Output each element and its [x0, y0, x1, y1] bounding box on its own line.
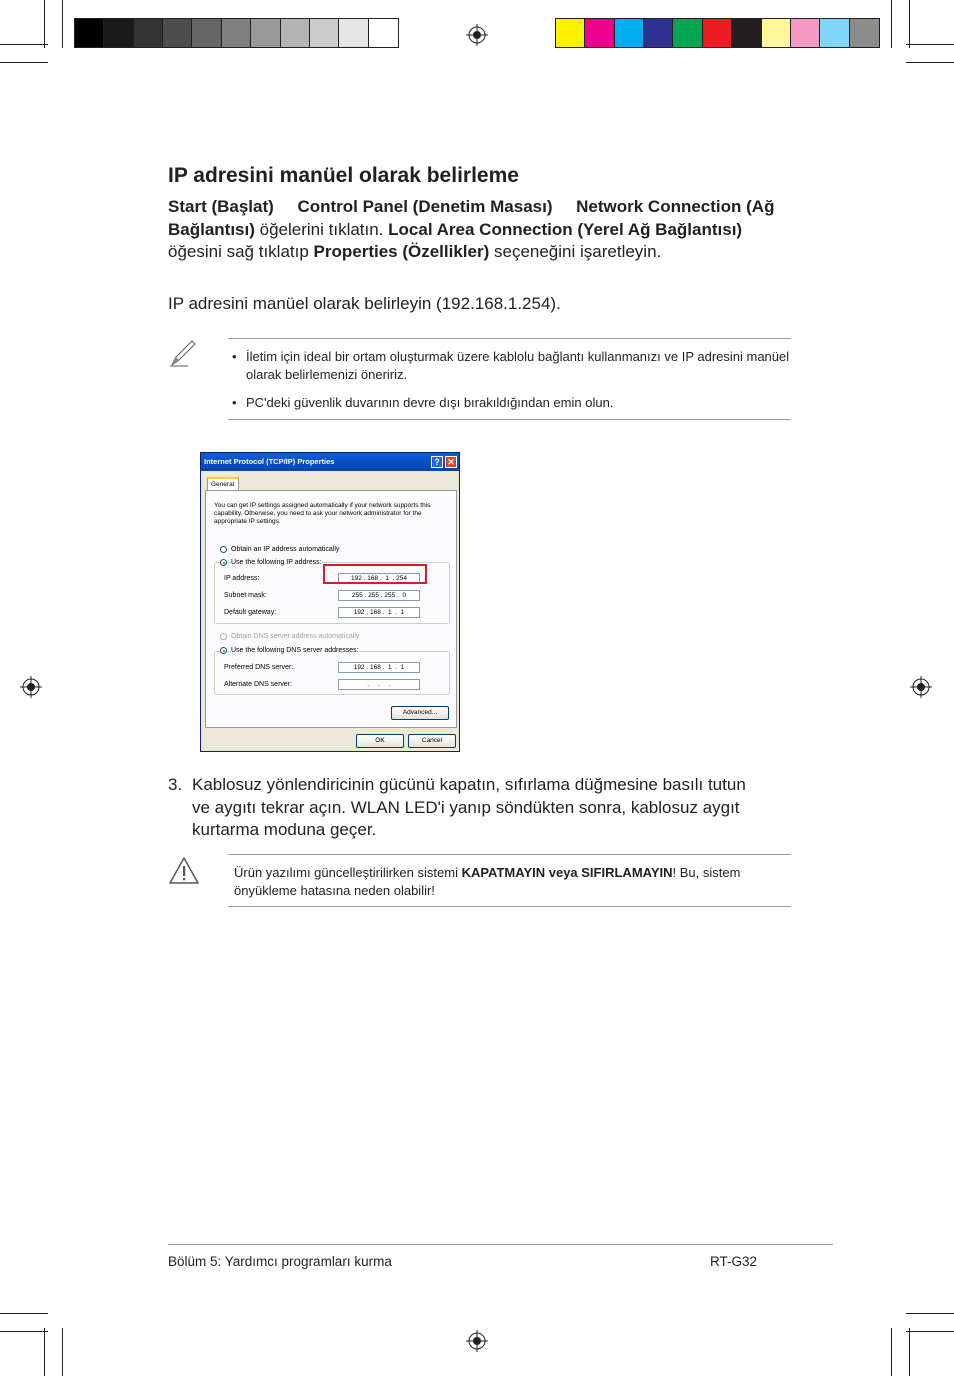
- obtain-ip-auto-label: Obtain an IP address automatically: [231, 546, 340, 553]
- crop-mark: [906, 62, 954, 63]
- use-following-ip-radio[interactable]: [220, 559, 227, 566]
- start-menu-text: Start (Başlat): [168, 197, 274, 216]
- alternate-dns-field[interactable]: . . .: [338, 679, 420, 690]
- note-item: • İletim için ideal bir ortam oluşturmak üzere kablolu bağlantı kullanmanızı ve IP adresini manüel olarak belirlemenizi öneririz.: [228, 348, 791, 384]
- color-swatch: [673, 19, 702, 47]
- warning-icon: [168, 856, 200, 886]
- color-swatch: [369, 19, 398, 47]
- crop-mark: [0, 62, 48, 63]
- obtain-dns-auto-label: Obtain DNS server address automatically: [231, 633, 360, 640]
- warning-emphasis: KAPATMAYIN veya SIFIRLAMAYIN: [461, 865, 673, 880]
- crop-mark: [0, 1331, 48, 1332]
- step-3: [168, 774, 768, 842]
- registration-mark-icon: [910, 676, 932, 698]
- note-item: • PC'deki güvenlik duvarının devre dışı bırakıldığından emin olun.: [228, 394, 791, 412]
- crop-mark: [0, 1313, 48, 1314]
- general-panel: [205, 490, 457, 728]
- ip-address-label: IP address:: [224, 575, 260, 582]
- color-swatch: [339, 19, 368, 47]
- footer-model: RT-G32: [710, 1254, 758, 1269]
- footer-chapter: Bölüm 5: Yardımcı programları kurma: [168, 1254, 392, 1269]
- color-swatch: [791, 19, 820, 47]
- control-panel-text: Control Panel (Denetim Masası): [297, 197, 553, 216]
- properties-text: Properties (Özellikler): [313, 242, 490, 261]
- color-swatch: [556, 19, 585, 47]
- footer-rule: [168, 1244, 833, 1245]
- ip-address-field[interactable]: 192 . 168 . 1 . 254: [338, 573, 420, 584]
- crop-mark: [891, 0, 892, 48]
- manual-ip-paragraph: IP adresini manüel olarak belirleyin (192.168.1.254).: [168, 294, 561, 313]
- warning-text: ! Bu, sistem önyükleme hatasına neden olabilir!: [234, 865, 741, 898]
- preferred-dns-label: Preferred DNS server:: [224, 664, 294, 671]
- color-swatch: [163, 19, 192, 47]
- color-swatch: [192, 19, 221, 47]
- subnet-mask-field[interactable]: 255 . 255 . 255 . 0: [338, 590, 420, 601]
- registration-mark-icon: [20, 676, 42, 698]
- color-swatch: [134, 19, 163, 47]
- alternate-dns-label: Alternate DNS server:: [224, 681, 293, 688]
- paragraph-text: seçeneğini işaretleyin.: [489, 242, 662, 261]
- dialog-title: Internet Protocol (TCP/IP) Properties: [204, 457, 335, 466]
- use-following-ip-label: Use the following IP address:: [231, 559, 322, 566]
- crop-mark: [62, 1328, 63, 1376]
- color-swatch: [644, 19, 673, 47]
- color-swatch: [820, 19, 849, 47]
- crop-mark: [44, 0, 45, 48]
- paragraph-text: öğelerini tıklatın.: [254, 219, 389, 239]
- crop-mark: [906, 1331, 954, 1332]
- close-button[interactable]: ✕: [445, 456, 457, 468]
- local-area-connection-text: Local Area Connection (Yerel Ağ Bağlantısı): [388, 219, 743, 239]
- dialog-titlebar: [201, 453, 459, 471]
- instruction-paragraph: [168, 196, 788, 264]
- color-swatch: [251, 19, 280, 47]
- color-swatch: [762, 19, 791, 47]
- crop-mark: [909, 1328, 910, 1376]
- cancel-button[interactable]: Cancel: [408, 734, 456, 748]
- color-swatch: [850, 19, 879, 47]
- use-following-dns-radio[interactable]: [220, 647, 227, 654]
- color-swatch: [310, 19, 339, 47]
- tcpip-properties-dialog: [200, 452, 460, 752]
- paragraph-text: öğesini sağ tıklatıp: [168, 242, 314, 261]
- step-number: 3.: [168, 775, 183, 794]
- section-heading: IP adresini manüel olarak belirleme: [168, 164, 519, 187]
- color-swatch: [104, 19, 133, 47]
- crop-mark: [906, 1313, 954, 1314]
- default-gateway-label: Default gateway:: [224, 609, 277, 616]
- registration-mark-icon: [466, 24, 488, 46]
- process-color-bar: [555, 18, 880, 48]
- use-following-dns-label: Use the following DNS server addresses:: [231, 647, 359, 654]
- crop-mark: [44, 1328, 45, 1376]
- registration-mark-icon: [466, 1330, 488, 1352]
- crop-mark: [909, 0, 910, 48]
- color-swatch: [703, 19, 732, 47]
- pencil-icon: [168, 338, 198, 368]
- crop-mark: [62, 0, 63, 48]
- color-swatch: [615, 19, 644, 47]
- tab-general[interactable]: General: [207, 477, 239, 490]
- network-connection-text: Network Connection (Ağ Bağlantısı): [168, 197, 775, 239]
- color-swatch: [75, 19, 104, 47]
- color-swatch: [732, 19, 761, 47]
- crop-mark: [891, 1328, 892, 1376]
- default-gateway-field[interactable]: 192 . 168 . 1 . 1: [338, 607, 420, 618]
- ok-button[interactable]: OK: [356, 734, 404, 748]
- color-swatch: [585, 19, 614, 47]
- step-3-text: Kablosuz yönlendiricinin gücünü kapatın, sıfırlama düğmesine basılı tutun ve aygıtı tekrar açın. WLAN LED'i yanıp söndükten sonra, kablosuz aygıt kurtarma moduna geçer.: [192, 775, 746, 839]
- subnet-mask-label: Subnet mask:: [224, 592, 267, 599]
- warning-box: [228, 854, 791, 907]
- color-swatch: [222, 19, 251, 47]
- crop-mark: [906, 44, 954, 45]
- note-box: [228, 338, 791, 420]
- warning-text: Ürün yazılımı güncelleştirilirken sistemi: [234, 865, 462, 880]
- ip-highlight-box: [323, 564, 427, 584]
- advanced-button[interactable]: Advanced...: [391, 706, 449, 720]
- obtain-ip-auto-radio[interactable]: [220, 546, 227, 553]
- preferred-dns-field[interactable]: 192 . 168 . 1 . 1: [338, 662, 420, 673]
- color-swatch: [281, 19, 310, 47]
- crop-mark: [0, 44, 48, 45]
- help-button[interactable]: ?: [431, 456, 443, 468]
- obtain-dns-auto-radio[interactable]: [220, 633, 227, 640]
- dialog-intro-text: You can get IP settings assigned automatically if your network supports this capability. Otherwise, you need to ask your network administrator for the appropriate IP settings.: [214, 502, 431, 525]
- grayscale-color-bar: [74, 18, 399, 48]
